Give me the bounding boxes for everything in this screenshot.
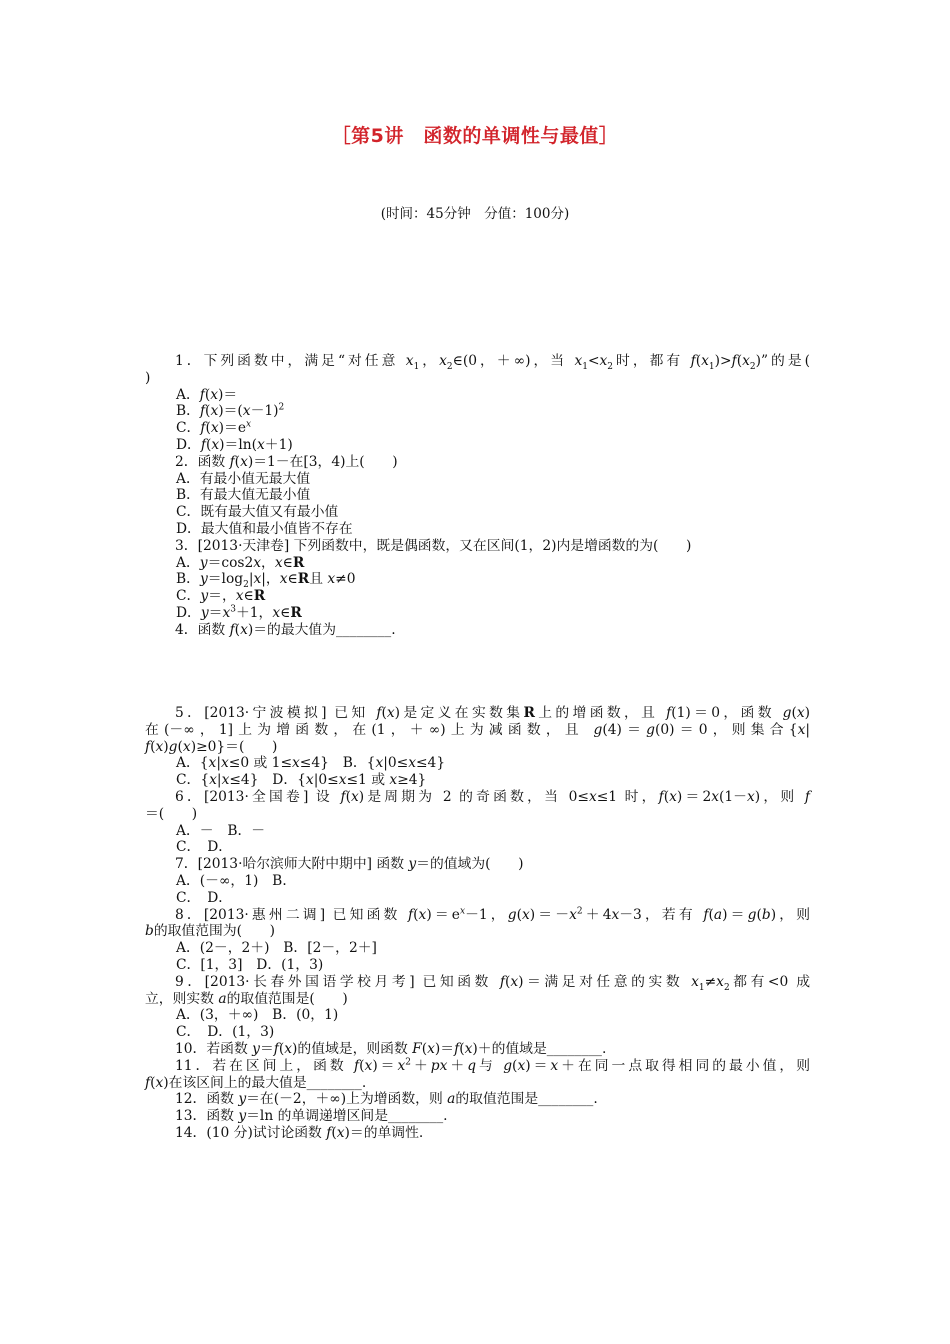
- question-line-q1b: ): [145, 369, 151, 386]
- exam-info: (时间：45分钟 分值：100分): [380, 206, 570, 222]
- question-line-q2B: B．有最大值无最小值: [176, 487, 311, 504]
- question-line-q3A: A．y＝cos2x，x∈R: [176, 554, 305, 571]
- question-line-q8C: C．[1，3] D．(1，3): [176, 956, 324, 973]
- question-line-q1A: A．f(x)＝: [176, 386, 238, 403]
- question-line-q3: 3．[2013·天津卷] 下列函数中，既是偶函数，又在区间(1，2)内是增函数的为( ): [175, 537, 692, 554]
- question-line-q3D: D．$y=x^3+1$，x∈R: [176, 604, 302, 621]
- question-line-q9b: 立，则实数 a的取值范围是( ): [145, 990, 348, 1007]
- question-line-q11a: 11．若在区间上，函数 $f(x)=x^2+px+q$与 g(x)＝x＋在同一点取得相同的最小值，则: [175, 1057, 811, 1074]
- question-line-q6a: 6．[2013·全国卷] 设 f(x)是周期为 2 的奇函数，当 0≤x≤1 时，f(x)＝2x(1－x)，则 f: [175, 788, 810, 805]
- question-line-q8a: 8．[2013·惠州二调] 已知函数 $f(x)=e^x-1$，$g(x)=-x^2+4x-3$，若有 f(a)＝g(b)，则: [175, 905, 810, 923]
- question-line-q9C: C． D．(1，3): [176, 1024, 275, 1041]
- question-line-q1B: B．$f(x)=(x-1)^2$: [176, 402, 285, 420]
- question-line-q2C: C．既有最大值又有最小值: [176, 504, 339, 521]
- question-line-q12: 12．函数 y＝在(－2，＋∞)上为增函数，则 a的取值范围是________.: [175, 1091, 598, 1108]
- question-line-q8b: b的取值范围为( ): [145, 923, 275, 940]
- question-line-q1a: 1．下列函数中，满足“对任意 $x_1$，$x_2\in(0$，＋∞)，当 $x_1<x_2$时，都有 $f(x_1)>f(x_2)$”的是(: [175, 353, 811, 372]
- question-line-q9a: 9．[2013·长春外国语学校月考] 已知函数 f(x)＝满足对任意的实数 $x_1\ne x_2$都有<0 成: [175, 973, 810, 993]
- page-title: ［第5讲 函数的单调性与最值］: [331, 125, 619, 147]
- question-line-q2: 2．函数 f(x)＝1－在[3，4)上( ): [175, 453, 398, 470]
- question-line-q14: 14．(10 分)试讨论函数 f(x)＝的单调性.: [175, 1124, 424, 1141]
- question-line-q7: 7．[2013·哈尔滨师大附中期中] 函数 y＝的值域为( ): [175, 856, 524, 873]
- question-line-q2D: D．最大值和最小值皆不存在: [176, 520, 353, 537]
- question-line-q3B: B．$y=\log_2|x|$，x∈R且 x≠0: [176, 571, 356, 591]
- question-line-q6b: ＝( ): [145, 805, 198, 822]
- question-line-q5c: f(x)g(x)≥0}＝( ): [145, 738, 278, 755]
- question-line-q5C: C．{x|x≤4} D．{x|0≤x≤1 或 x≥4}: [176, 772, 427, 789]
- question-line-q13: 13．函数 y＝ln 的单调递增区间是________.: [175, 1108, 448, 1125]
- question-line-q7A: A．(－∞，1) B．: [176, 872, 297, 889]
- question-line-q5a: 5．[2013·宁波模拟] 已知 f(x)是定义在实数集R上的增函数，且 f(1)＝0，函数 g(x): [175, 705, 811, 721]
- question-line-q3C: C．y＝，x∈R: [176, 588, 266, 605]
- question-line-q7C: C． D．: [176, 889, 233, 906]
- question-line-q4: 4．函数 f(x)＝的最大值为________.: [175, 621, 396, 638]
- question-line-q6A: A．－ B．－: [176, 822, 266, 839]
- question-line-q2A: A．有最小值无最大值: [176, 470, 311, 487]
- questions-block-1: [145, 353, 810, 639]
- question-line-q8A: A．(2－，2＋) B．[2－，2＋]: [176, 940, 377, 957]
- question-line-q9A: A．(3，＋∞) B．(0，1): [176, 1007, 339, 1024]
- question-line-q10: 10．若函数 y＝f(x)的值域是，则函数 F(x)＝f(x)＋的值域是________.: [175, 1040, 607, 1057]
- question-line-q6C: C． D．: [176, 839, 233, 856]
- questions-block-2: [145, 705, 810, 1142]
- question-line-q5b: 在(－∞，1]上为增函数，在(1，＋∞)上为减函数，且 g(4)＝g(0)＝0，则集合{x|: [145, 721, 810, 738]
- question-line-q11b: f(x)在该区间上的最大值是________.: [145, 1074, 367, 1091]
- question-line-q5A: A．{x|x≤0 或 1≤x≤4} B．{x|0≤x≤4}: [176, 755, 446, 772]
- question-line-q1D: D．f(x)＝ln(x＋1): [176, 436, 293, 453]
- question-line-q1C: C．$f(x)=e^x$: [176, 419, 252, 437]
